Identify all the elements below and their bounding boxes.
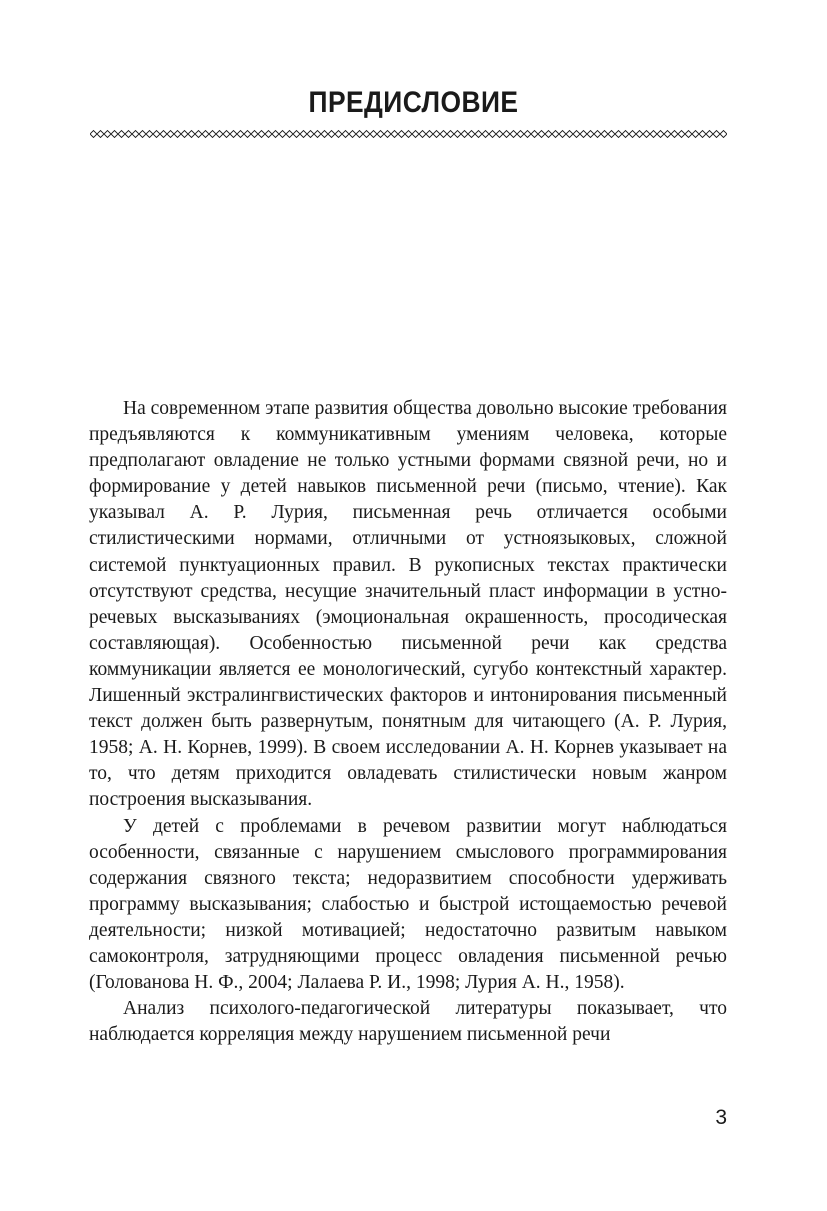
body-text [89, 396, 727, 1048]
paragraph-3: Анализ психолого-педагогической литературы показывает, что наблюдается корреляция между нарушением письменной речи [89, 998, 727, 1046]
page-number: 3 [715, 1106, 727, 1129]
paragraph-1: На современном этапе развития общества довольно высокие требования предъявляются к коммуникативным умениям человека, которые предполагают овладение не только устными формами связной речи, но и формирование у детей навыков письменной речи (письмо, чтение). Как указывал А. Р. Лурия, письменная речь отличается особыми стилистическими нормами, отличными от устноязыковых, сложной системой пунктуационных правил. В рукописных текстах практически отсутствуют средства, несущие значительный пласт информации в устно-речевых высказываниях (эмоциональная окрашенность, просодическая составляющая). Особенностью письменной речи как средства коммуникации является ее монологический, сугубо контекстный характер. Лишенный экстралингвистических факторов и интонирования письменный текст должен быть развернутым, понятным для читающего (А. Р. Лурия, 1958; А. Н. Корнев, 1999). В своем исследовании А. Н. Корнев указывает на то, что детям приходится овладевать стилистически новым жанром построения высказывания. [89, 398, 727, 811]
diamond-chain-divider-icon [90, 128, 727, 140]
paragraph-2: У детей с проблемами в речевом развитии могут наблюдаться особенности, связанные с нарушением смыслового программирования содержания связного текста; недоразвитием способности удерживать программу высказывания; слабостью и быстрой истощаемостью речевой деятельности; низкой мотивацией; недостаточно развитым навыком самоконтроля, затрудняющими процесс овладения письменной речью (Голованова Н. Ф., 2004; Лалаева Р. И., 1998; Лурия А. Н., 1958). [89, 815, 727, 994]
page-title: ПРЕДИСЛОВИЕ [308, 86, 519, 119]
